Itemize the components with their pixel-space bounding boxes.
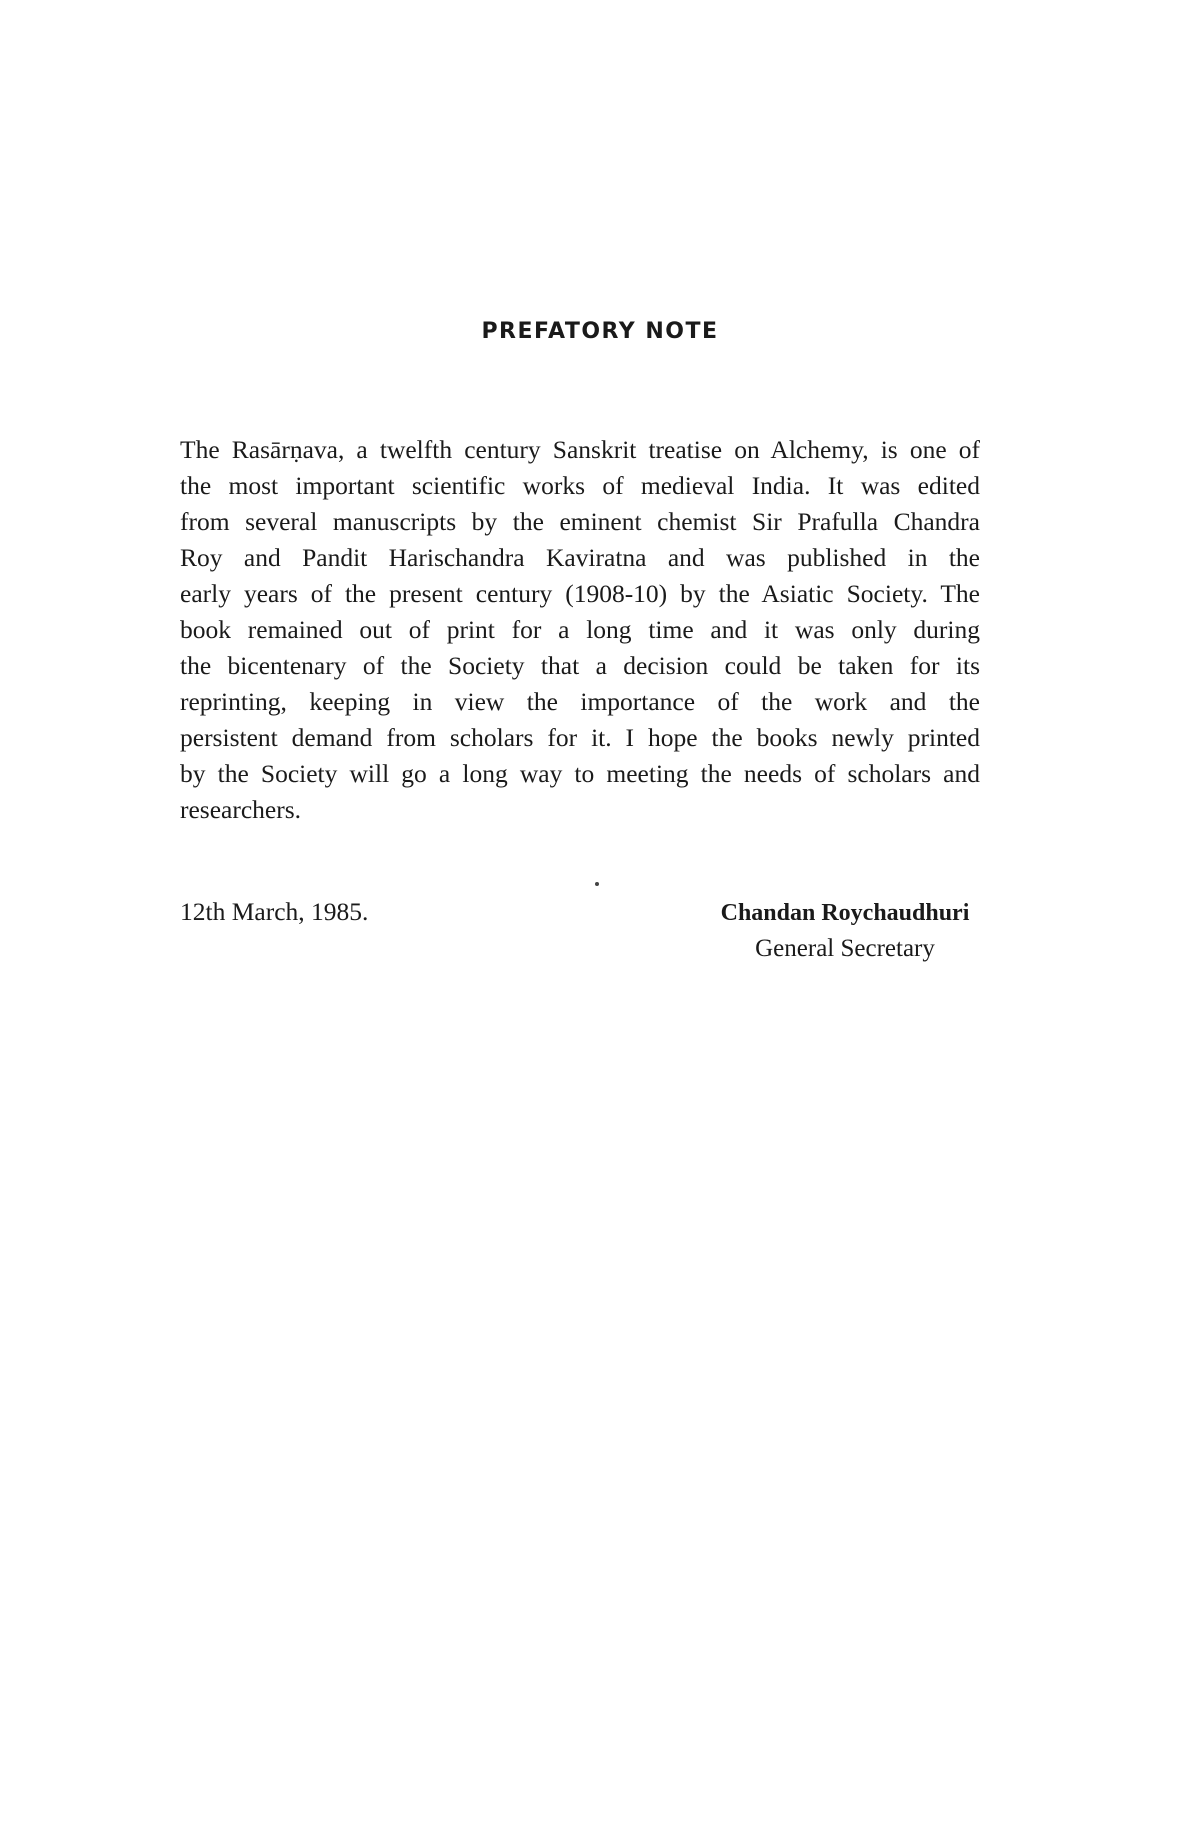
paragraph-line: the most important scientific works of medieval India. It was edited — [180, 471, 980, 500]
signature-block — [690, 895, 1000, 967]
paragraph-line: Roy and Pandit Harischandra Kaviratna and was published in the — [180, 543, 980, 572]
paragraph-line: the bicentenary of the Society that a decision could be taken for its — [180, 651, 980, 680]
paragraph-line: researchers. — [180, 795, 302, 824]
print-speck — [595, 882, 599, 886]
paragraph-line: early years of the present century (1908-10) by the Asiatic Society. The — [180, 579, 980, 608]
signatory-name: Chandan Roychaudhuri — [720, 900, 970, 926]
date-line: 12th March, 1985. — [180, 897, 369, 926]
paragraph-line: from several manuscripts by the eminent chemist Sir Prafulla Chandra — [180, 507, 980, 536]
paragraph-line: The Rasārṇava, a twelfth century Sanskrit treatise on Alchemy, is one of — [180, 435, 980, 464]
paragraph-line: by the Society will go a long way to meeting the needs of scholars and — [180, 759, 980, 788]
paragraph-line: persistent demand from scholars for it. I hope the books newly printed — [180, 723, 980, 752]
prefatory-paragraph — [180, 432, 980, 828]
signatory-title: General Secretary — [755, 935, 935, 962]
paragraph-line: book remained out of print for a long time and it was only during — [180, 615, 980, 644]
paragraph-line: reprinting, keeping in view the importance of the work and the — [180, 687, 980, 716]
page-title: PREFATORY NOTE — [481, 319, 719, 344]
